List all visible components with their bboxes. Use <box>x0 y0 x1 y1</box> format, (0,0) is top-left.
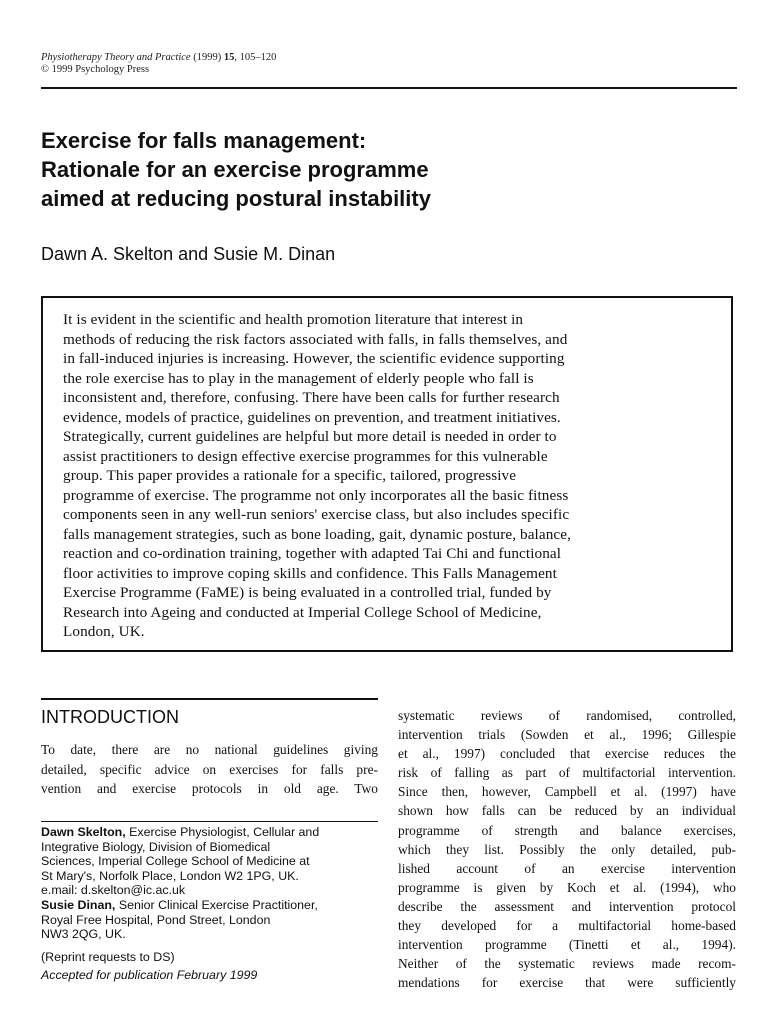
abstract-text <box>63 310 719 642</box>
citation-line <box>41 52 276 64</box>
affil-text: Exercise Physiologist, Cellular and <box>125 825 320 839</box>
left-column <box>41 698 378 799</box>
right-column <box>398 706 736 992</box>
abstract-line: reaction and co-ordination training, together with adapted Tai Chi and functional <box>63 545 562 562</box>
body-line: Neither of the systematic reviews made recom- <box>398 956 736 972</box>
accepted-note: Accepted for publication February 1999 <box>41 968 258 983</box>
affil-line <box>41 898 378 913</box>
body-line: et al., 1997) concluded that exercise reduces the <box>398 746 736 762</box>
abstract-line: Exercise Programme (FaME) is being evaluated in a controlled trial, funded by <box>63 584 552 601</box>
affil-spacer <box>41 942 378 950</box>
abstract-line: inconsistent and, therefore, confusing. There have been calls for further research <box>63 389 560 406</box>
reprint-note: (Reprint requests to DS) <box>41 949 175 964</box>
article-title <box>41 126 731 213</box>
body-line: lished account of an exercise intervention <box>398 860 736 876</box>
body-line: programme is given by Koch et al. (1994), who <box>398 879 736 895</box>
intro-line: detailed, specific advice on exercises for falls pre- <box>41 761 378 777</box>
author-name-skelton: Dawn Skelton, <box>41 825 126 839</box>
body-line: intervention trials (Sowden et al., 1996; Gillespie <box>398 727 736 743</box>
journal-volume: 15 <box>223 52 235 63</box>
abstract-line: group. This paper provides a rationale for a specific, tailored, progressive <box>63 467 517 484</box>
affil-email: e.mail: d.skelton@ic.ac.uk <box>41 883 186 898</box>
section-rule <box>41 698 378 700</box>
body-line: systematic reviews of randomised, controlled, <box>398 708 736 723</box>
body-line: programme of strength and balance exercises, <box>398 822 736 838</box>
abstract-line: Strategically, current guidelines are helpful but more detail is needed in order to <box>63 428 557 445</box>
abstract-box <box>41 296 733 652</box>
introduction-text <box>41 740 378 799</box>
affil-line <box>41 825 378 840</box>
body-line: mendations for exercise that were sufficiently <box>398 975 736 991</box>
abstract-line: assist practitioners to design effective exercise programmes for this vulnerable <box>63 447 548 465</box>
title-line: aimed at reducing postural instability <box>41 186 431 211</box>
author-name-dinan: Susie Dinan, <box>41 897 116 912</box>
intro-line: To date, there are no national guidelines giving <box>41 742 378 757</box>
abstract-line: evidence, models of practice, guidelines on prevention, and treatment initiatives. <box>63 408 561 426</box>
journal-name: Physiotherapy Theory and Practice <box>41 52 191 63</box>
journal-header <box>41 52 276 76</box>
abstract-line: falls management strategies, such as bone loading, gait, dynamic posture, balance, <box>63 525 571 543</box>
abstract-line: London, UK. <box>63 623 145 640</box>
body-line: describe the assessment and intervention protocol <box>398 898 736 914</box>
footnote-rule <box>41 821 378 822</box>
journal-year: (1999) <box>193 52 222 63</box>
abstract-line: the role exercise has to play in the management of elderly people who fall is <box>63 369 534 387</box>
abstract-line: It is evident in the scientific and health promotion literature that interest in <box>63 311 524 328</box>
body-line: Since then, however, Campbell et al. (1997) have <box>398 784 736 800</box>
affil-line: Royal Free Hospital, Pond Street, London <box>41 912 271 927</box>
copyright-line: © 1999 Psychology Press <box>41 64 150 75</box>
body-line: intervention programme (Tinetti et al., 1994). <box>398 937 736 953</box>
title-line: Rationale for an exercise programme <box>41 157 429 182</box>
article-authors: Dawn A. Skelton and Susie M. Dinan <box>41 244 336 264</box>
affil-line: St Mary's, Norfolk Place, London W2 1PG, UK. <box>41 868 299 883</box>
abstract-line: methods of reducing the risk factors associated with falls, in falls themselves, and <box>63 330 568 348</box>
body-line: which they list. Possibly the only detailed, pub- <box>398 841 736 857</box>
journal-pages: , 105–120 <box>234 52 277 63</box>
body-line: risk of falling as part of multifactorial intervention. <box>398 765 736 781</box>
affil-text: Senior Clinical Exercise Practitioner, <box>115 897 318 912</box>
abstract-line: in fall-induced injuries is increasing. However, the scientific evidence supporting <box>63 350 565 367</box>
abstract-line: floor activities to improve coping skills and confidence. This Falls Management <box>63 564 557 582</box>
affil-line: NW3 2QG, UK. <box>41 927 126 942</box>
author-affiliations <box>41 825 378 983</box>
title-line: Exercise for falls management: <box>41 128 367 153</box>
body-line: they developed for a multifactorial home-based <box>398 918 736 934</box>
body-line: shown how falls can be reduced by an individual <box>398 803 736 819</box>
header-rule <box>41 87 737 89</box>
affil-line: Integrative Biology, Division of Biomedical <box>41 839 271 854</box>
abstract-line: Research into Ageing and conducted at Imperial College School of Medicine, <box>63 603 542 621</box>
intro-line: vention and exercise protocols in old age. Two <box>41 781 378 796</box>
section-heading-introduction: INTRODUCTION <box>41 707 179 727</box>
affil-line: Sciences, Imperial College School of Medicine at <box>41 854 310 869</box>
abstract-line: components seen in any well-run seniors' exercise class, but also includes specific <box>63 506 570 523</box>
abstract-line: programme of exercise. The programme not only incorporates all the basic fitness <box>63 486 569 504</box>
